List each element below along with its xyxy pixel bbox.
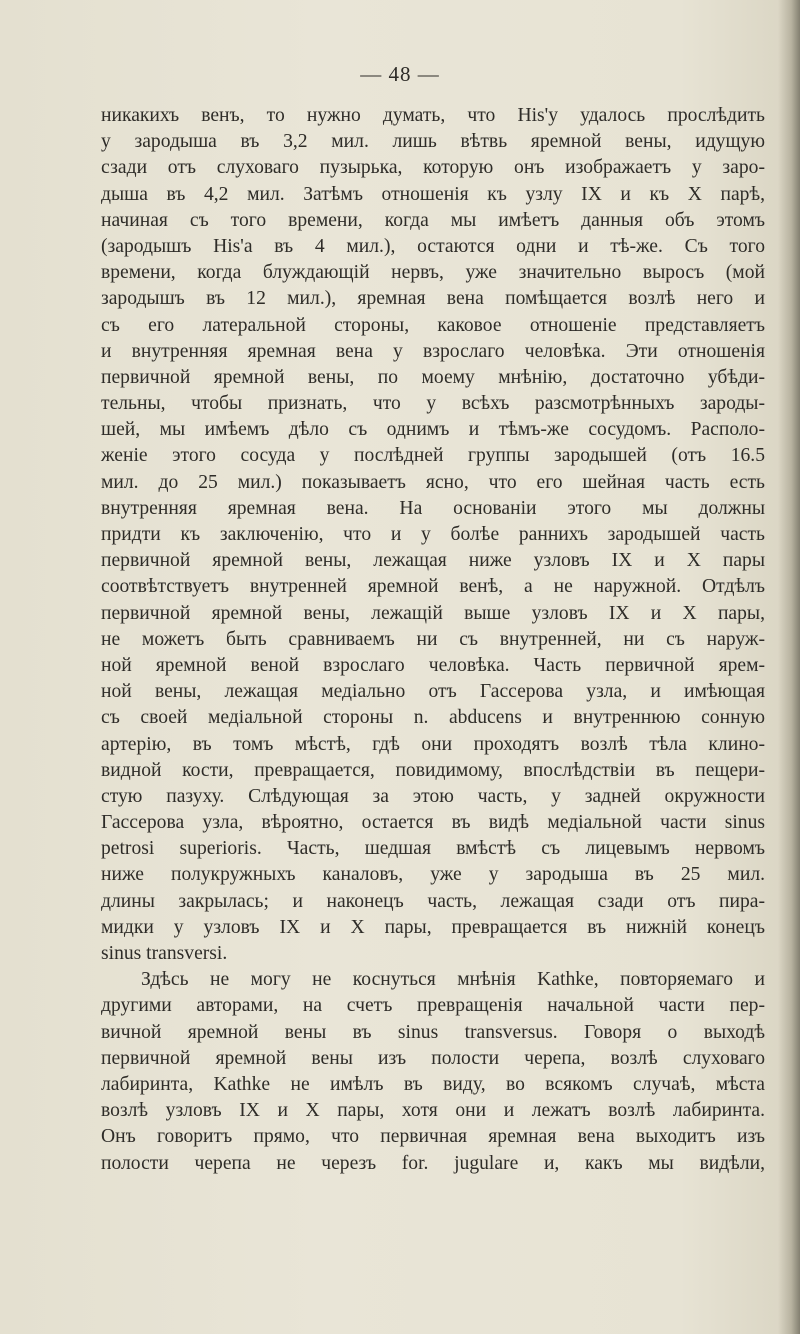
text-line-paragraph-start: Здѣсь не могу не коснуться мнѣнія Kathke, повторяемаго и [141, 969, 765, 991]
text-line: полости черепа не черезъ for. jugulare и, какъ мы видѣли, [101, 1152, 765, 1174]
text-line: соотвѣтствуетъ внутренней яремной венѣ, а не наружной. Отдѣлъ [101, 576, 765, 598]
text-line: первичной яремной вены, по моему мнѣнію, достаточно убѣди- [101, 366, 765, 388]
page-number: — 48 — [360, 62, 440, 86]
text-line: Онъ говоритъ прямо, что первичная яремная вена выходитъ изъ [101, 1126, 765, 1148]
text-line: внутренняя яремная вена. На основаніи этого мы должны [101, 497, 765, 519]
text-line: первичной яремной вены изъ полости черепа, возлѣ слуховаго [101, 1047, 765, 1069]
text-line: придти къ заключенію, что и у болѣе раннихъ зародышей часть [101, 524, 765, 545]
text-line: никакихъ венъ, то нужно думать, что His'у удалось прослѣдить [101, 105, 765, 126]
text-line: другими авторами, на счетъ превращенія начальной части пер- [101, 995, 765, 1017]
text-line: ной яремной веной взрослаго человѣка. Часть первичной ярем- [101, 654, 765, 676]
text-line: съ его латеральной стороны, каковое отношеніе представляетъ [101, 314, 765, 336]
text-line: возлѣ узловъ IX и X пары, хотя они и лежатъ возлѣ лабиринта. [101, 1100, 765, 1122]
text-line: зародышъ въ 12 мил.), яремная вена помѣщается возлѣ него и [101, 288, 765, 310]
text-line: видной кости, превращается, повидимому, впослѣдствіи въ пещери- [101, 759, 765, 781]
text-line: вичной яремной вены въ sinus transversus. Говоря о выходѣ [101, 1021, 765, 1043]
text-line: petrosi superioris. Часть, шедшая вмѣстѣ съ лицевымъ нервомъ [101, 838, 765, 860]
text-line: Гассерова узла, вѣроятно, остается въ видѣ медіальной части sinus [101, 812, 765, 834]
text-line: женіе этого сосуда у послѣдней группы зародышей (отъ 16.5 [101, 445, 765, 467]
text-line-paragraph-end: sinus transversi. [101, 943, 228, 964]
text-line: лабиринта, Kathke не имѣлъ въ виду, во всякомъ случаѣ, мѣста [101, 1073, 765, 1095]
text-line: ниже полукружныхъ каналовъ, уже у зародыша въ 25 мил. [101, 864, 765, 886]
text-line: не можетъ быть сравниваемъ ни съ внутренней, ни съ наруж- [101, 628, 765, 650]
text-line: стую пазуху. Слѣдующая за этою часть, у задней окружности [101, 785, 765, 807]
text-line: сзади отъ слуховаго пузырька, которую онъ изображаетъ у заро- [101, 157, 765, 179]
text-line: ной вены, лежащая медіально отъ Гассерова узла, и имѣющая [101, 681, 765, 703]
body-text [101, 103, 765, 1177]
text-line: артерію, въ томъ мѣстѣ, гдѣ они проходятъ возлѣ тѣла клино- [101, 733, 765, 755]
text-line: начиная съ того времени, когда мы имѣетъ данныя объ этомъ [101, 209, 765, 231]
text-line: дыша въ 4,2 мил. Затѣмъ отношенія къ узлу IX и къ X парѣ, [101, 183, 765, 205]
text-line: первичной яремной вены, лежащая ниже узловъ IX и X пары [101, 550, 765, 572]
text-line: мидки у узловъ IX и X пары, превращается въ нижній конецъ [101, 916, 765, 938]
text-line: первичной яремной вены, лежащій выше узловъ IX и X пары, [101, 602, 765, 624]
text-line: длины закрылась; и наконецъ часть, лежащая сзади отъ пира- [101, 890, 765, 912]
text-line: съ своей медіальной стороны n. abducens и внутреннюю сонную [101, 707, 765, 729]
page-edge-shadow [778, 0, 800, 1334]
text-line: (зародышъ His'а въ 4 мил.), остаются одни и тѣ-же. Съ того [101, 235, 765, 257]
text-line: и внутренняя яремная вена у взрослаго человѣка. Эти отношенія [101, 340, 765, 362]
text-line: шей, мы имѣемъ дѣло съ однимъ и тѣмъ-же сосудомъ. Располо- [101, 419, 765, 441]
text-line: тельны, чтобы признать, что у всѣхъ разсмотрѣнныхъ зароды- [101, 393, 765, 415]
text-line: времени, когда блуждающій нервъ, уже значительно выросъ (мой [101, 262, 765, 284]
text-line: мил. до 25 мил.) показываетъ ясно, что его шейная часть есть [101, 471, 765, 493]
text-line: у зародыша въ 3,2 мил. лишь вѣтвь яремной вены, идущую [101, 131, 765, 153]
